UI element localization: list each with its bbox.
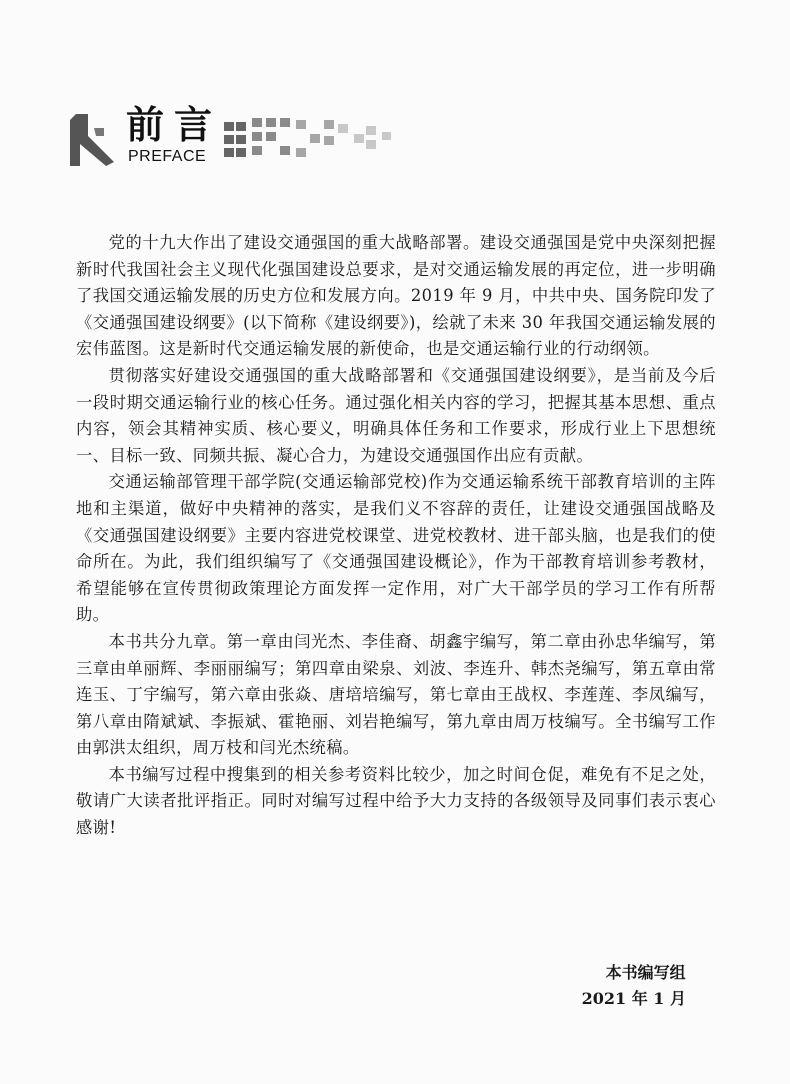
signature-block — [582, 960, 686, 1012]
page-subtitle-english: PREFACE — [128, 148, 207, 165]
paragraph-5: 本书编写过程中搜集到的相关参考资料比较少，加之时间仓促，难免有不足之处，敬请广大读者批评指正。同时对编写过程中给予大力支持的各级领导及同事们表示衷心感谢! — [76, 764, 716, 838]
preface-body — [76, 230, 716, 842]
paragraph-1: 党的十九大作出了建设交通强国的重大战略部署。建设交通强国是党中央深刻把握新时代我国社会主义现代化强国建设总要求，是对交通运输发展的再定位，进一步明确了我国交通运输发展的历史方位和发展方向。2019 年 9 月，中共中央、国务院印发了《交通强国建设纲要》(以下简称《建设纲要》)，绘就了未来 30 年我国交通运输发展的宏伟蓝图。这是新时代交通运输发展的新使命，也是交通运输行业的行动纲领。 — [76, 233, 716, 359]
signature-date: 2021 年 1 月 — [581, 989, 686, 1008]
signature-organization: 本书编写组 — [605, 963, 686, 982]
page-title: 前言 — [126, 103, 223, 147]
paragraph-3: 交通运输部管理干部学院(交通运输部党校)作为交通运输系统干部教育培训的主阵地和主渠道，做好中央精神的落实，是我们义不容辞的责任，让建设交通强国战略及《交通强国建设纲要》主要内容进党校课堂、进党校教材、进干部头脑，也是我们的使命所在。为此，我们组织编写了《交通强国建设概论》，作为干部教育培训参考教材，希望能够在宣传贯彻政策理论方面发挥一定作用，对广大干部学员的学习工作有所帮助。 — [76, 472, 716, 625]
paragraph-2: 贯彻落实好建设交通强国的重大战略部署和《交通强国建设纲要》，是当前及今后一段时期交通运输行业的核心任务。通过强化相关内容的学习，把握其基本思想、重点内容，领会其精神实质、核心要义，明确具体任务和工作要求，形成行业上下思想统一、目标一致、同频共振、凝心合力，为建设交通强国作出应有贡献。 — [76, 365, 716, 465]
paragraph-4: 本书共分九章。第一章由闫光杰、李佳裔、胡鑫宇编写，第二章由孙忠华编写，第三章由单丽辉、李丽丽编写；第四章由梁泉、刘波、李连升、韩杰尧编写，第五章由常连玉、丁宇编写，第六章由张焱、唐培培编写，第七章由王战权、李莲莲、李凤编写，第八章由隋斌斌、李振斌、霍艳丽、刘岩艳编写，第九章由周万枝编写。全书编写工作由郭洪太组织，周万枝和闫光杰统稿。 — [76, 631, 716, 758]
preface-header — [70, 103, 490, 170]
